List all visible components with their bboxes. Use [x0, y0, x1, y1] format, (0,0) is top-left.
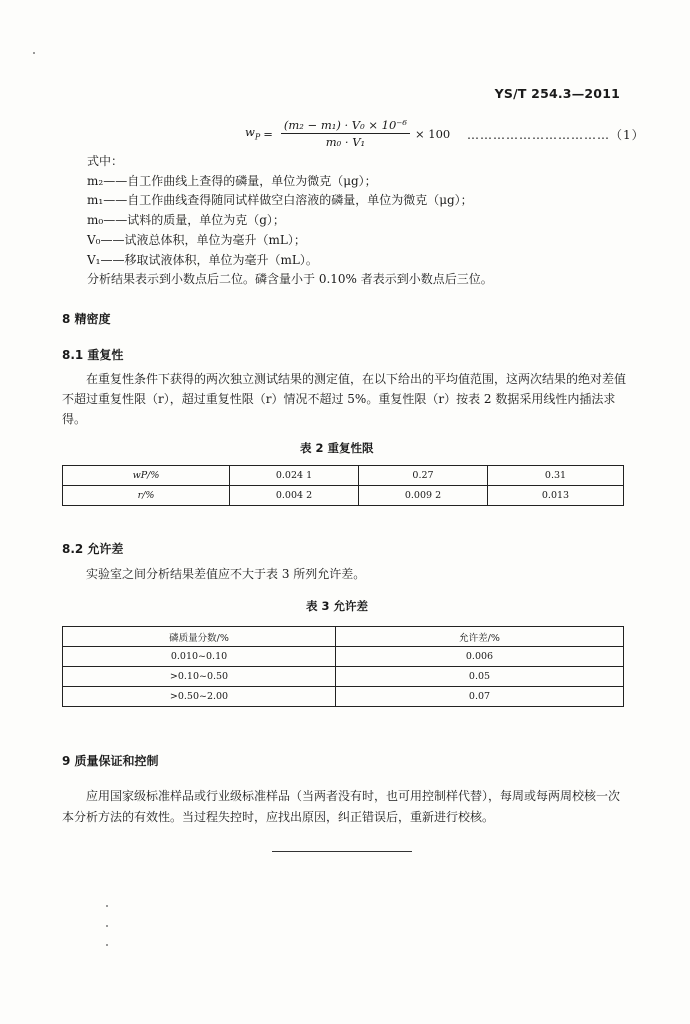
- definition-item: m₂——自工作曲线上查得的磷量，单位为微克（μg）；: [87, 173, 377, 188]
- section-8-2-heading: 8.2 允许差: [62, 542, 124, 556]
- section-9-heading: 9 质量保证和控制: [62, 754, 159, 768]
- formula-numerator: (m₂ − m₁) · V₀ × 10⁻⁶: [281, 118, 410, 134]
- definition-item: V₁——移取试液体积，单位为毫升（mL）。: [87, 252, 318, 267]
- table-cell: wP/%: [63, 466, 230, 486]
- table-row: [63, 667, 624, 687]
- equation-number: ……………………………（1）: [467, 128, 645, 142]
- table-2: [62, 465, 624, 506]
- table-3: [62, 626, 624, 707]
- table-cell: 0.004 2: [230, 486, 359, 506]
- table-2-caption: 表 2 重复性限: [300, 441, 374, 455]
- table-cell: >0.50~2.00: [63, 687, 336, 707]
- result-note: 分析结果表示到小数点后二位。磷含量小于 0.10% 者表示到小数点后三位。: [87, 272, 493, 287]
- definition-item: m₁——自工作曲线查得随同试样做空白溶液的磷量，单位为微克（μg）；: [87, 193, 473, 208]
- definitions-intro: 式中：: [87, 154, 124, 168]
- section-8-1-heading: 8.1 重复性: [62, 348, 124, 362]
- table-row: [63, 687, 624, 707]
- table-cell: 0.010~0.10: [63, 647, 336, 667]
- table-row: [63, 466, 624, 486]
- definition-item: V₀——试液总体积，单位为毫升（mL）；: [87, 232, 306, 247]
- table-cell: r/%: [63, 486, 230, 506]
- scan-speck: [106, 925, 108, 927]
- table-3-caption: 表 3 允许差: [306, 599, 369, 613]
- formula-fraction: [281, 118, 410, 149]
- scan-speck: [106, 944, 108, 946]
- table-cell: 0.013: [488, 486, 624, 506]
- end-rule: [272, 851, 412, 852]
- table-cell: 0.05: [336, 667, 624, 687]
- scan-speck: [33, 52, 35, 54]
- formula: $w_P$ = $\frac{\text{(m₂ − m₁) · V₀ × 10⁻⁶}}{\text{m₀ · V₁}}$ × 100: [245, 118, 451, 149]
- section-8-heading: 8 精密度: [62, 312, 111, 326]
- table-cell: 0.07: [336, 687, 624, 707]
- table-cell: 0.009 2: [359, 486, 488, 506]
- table-row: [63, 647, 624, 667]
- formula-lhs: $w_P$: [245, 125, 261, 142]
- section-9-paragraph: 应用国家级标准样品或行业级标准样品（当两者没有时，也可用控制样代替），每周或每两周校核一次本分析方法的有效性。当过程失控时，应找出原因，纠正错误后，重新进行校核。: [62, 789, 621, 824]
- standard-number: YS/T 254.3—2011: [494, 86, 620, 101]
- definition-item: m₀——试料的质量，单位为克（g）；: [87, 213, 285, 228]
- formula-multiplier: × 100: [414, 126, 451, 141]
- table-header-row: [63, 627, 624, 647]
- section-8-2-paragraph: 实验室之间分析结果差值应不大于表 3 所列允许差。: [86, 567, 366, 581]
- table-cell: >0.10~0.50: [63, 667, 336, 687]
- table-cell: 0.27: [359, 466, 488, 486]
- formula-denominator: m₀ · V₁: [325, 135, 366, 149]
- table-row: [63, 486, 624, 506]
- table-header-cell: 磷质量分数/%: [63, 627, 336, 647]
- section-8-1-paragraph: 在重复性条件下获得的两次独立测试结果的测定值，在以下给出的平均值范围，这两次结果的绝对差值不超过重复性限（r），超过重复性限（r）情况不超过 5%。重复性限（r）按表 2 数据采用线性内插法求得。: [62, 372, 627, 426]
- table-cell: 0.31: [488, 466, 624, 486]
- table-header-cell: 允许差/%: [336, 627, 624, 647]
- table-cell: 0.006: [336, 647, 624, 667]
- table-cell: 0.024 1: [230, 466, 359, 486]
- definitions: [87, 152, 652, 290]
- scan-speck: [106, 905, 108, 907]
